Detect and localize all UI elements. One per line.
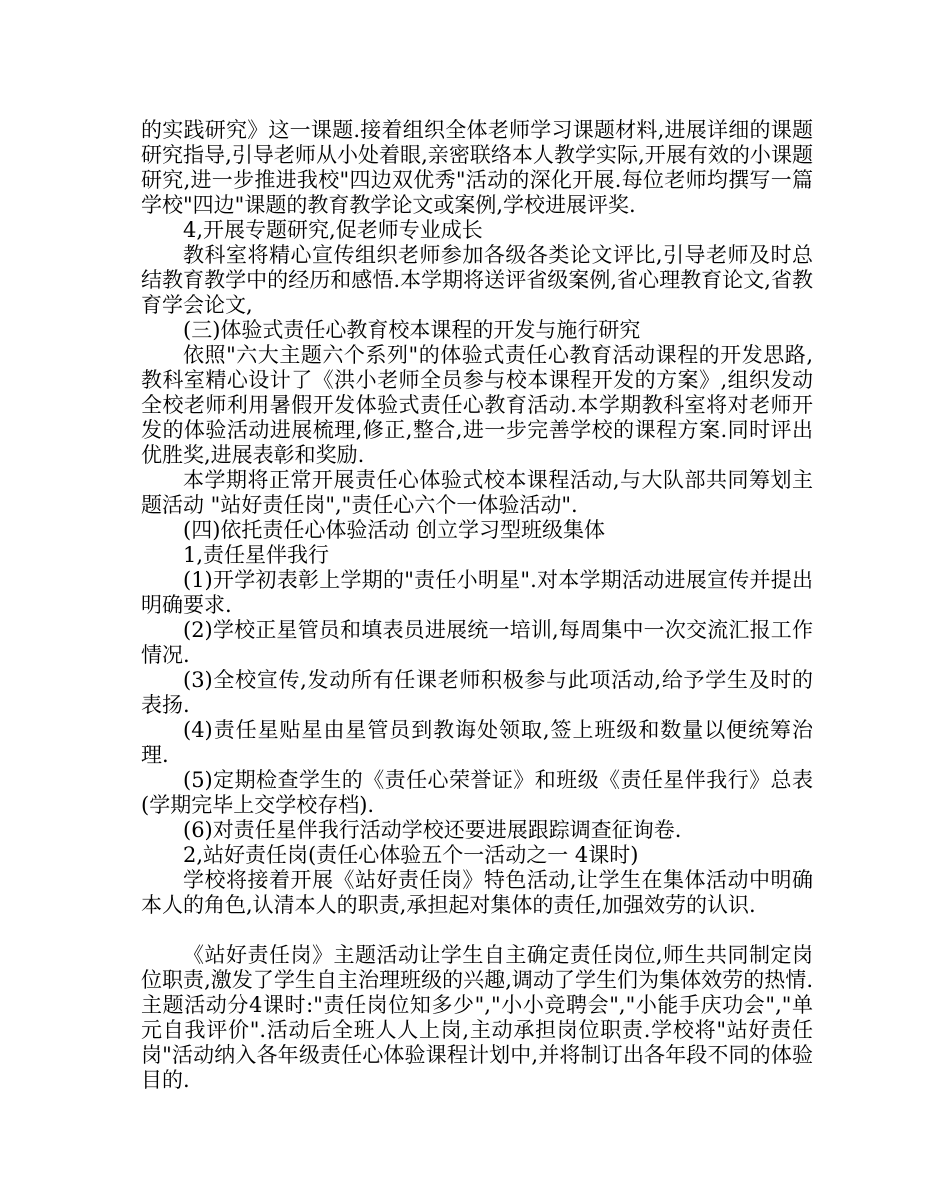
paragraph-intro: 的实践研究》这一课题.接着组织全体老师学习课题材料,进展详细的课题研究指导,引导老师从小处着眼,亲密联络本人教学实际,开展有效的小课题研究,进一步推进我校"四边双优秀"活动的深化开展.每位老师均撰写一篇学校"四边"课题的教育教学论文或案例,学校进展评奖. — [141, 118, 813, 217]
paragraph-paper-competition: 教科室将精心宣传组织老师参加各级各类论文评比,引导老师及时总结教育教学中的经历和感悟.本学期将送评省级案例,省心理教育论文,省教育学会论文, — [141, 243, 813, 317]
list-item-5: (5)定期检查学生的《责任心荣誉证》和班级《责任星伴我行》总表(学期完毕上交学校存档). — [141, 768, 813, 817]
paragraph-curriculum-development: 依照"六大主题六个系列"的体验式责任心教育活动课程的开发思路,教科室精心设计了《洪小老师全员参与校本课程开发的方案》,组织发动全校老师利用暑假开发体验式责任心教育活动.本学期教科室将对老师开发的体验活动进展梳理,修正,整合,进一步完善学校的课程方案.同时评出优胜奖,进展表彰和奖励. — [141, 343, 813, 467]
heading-topic-research: 4,开展专题研究,促老师专业成长 — [183, 218, 483, 242]
document-page — [141, 118, 813, 1093]
paragraph-curriculum-activities: 本学期将正常开展责任心体验式校本课程活动,与大队部共同筹划主题活动 "站好责任岗","责任心六个一体验活动". — [141, 468, 813, 517]
paragraph-gap — [141, 918, 813, 943]
heading-responsibility-star: 1,责任星伴我行 — [183, 543, 330, 567]
paragraph-post-activity: 学校将接着开展《站好责任岗》特色活动,让学生在集体活动中明确本人的角色,认清本人的职责,承担起对集体的责任,加强效劳的认识. — [141, 868, 813, 917]
list-item-3: (3)全校宣传,发动所有任课老师积极参与此项活动,给予学生及时的表扬. — [141, 668, 813, 717]
heading-responsibility-post: 2,站好责任岗(责任心体验五个一活动之一 4课时) — [183, 843, 639, 867]
list-item-1: (1)开学初表彰上学期的"责任小明星".对本学期活动进展宣传并提出明确要求. — [141, 568, 813, 617]
heading-section-four: (四)依托责任心体验活动 创立学习型班级集体 — [183, 518, 606, 542]
list-item-2: (2)学校正星管员和填表员进展统一培训,每周集中一次交流汇报工作情况. — [141, 618, 813, 667]
list-item-4: (4)责任星贴星由星管员到教诲处领取,签上班级和数量以便统筹治理. — [141, 718, 813, 767]
list-item-6: (6)对责任星伴我行活动学校还要进展跟踪调查征询卷. — [183, 818, 682, 842]
paragraph-post-theme: 《站好责任岗》主题活动让学生自主确定责任岗位,师生共同制定岗位职责,激发了学生自主治理班级的兴趣,调动了学生们为集体效劳的热情.主题活动分4课时:"责任岗位知多少","小小竞聘会","小能手庆功会","单元自我评价".活动后全班人人上岗,主动承担岗位职责.学校将"站好责任岗"活动纳入各年级责任心体验课程计划中,并将制订出各年段不同的体验目的. — [141, 943, 813, 1092]
heading-section-three: (三)体验式责任心教育校本课程的开发与施行研究 — [183, 318, 641, 342]
